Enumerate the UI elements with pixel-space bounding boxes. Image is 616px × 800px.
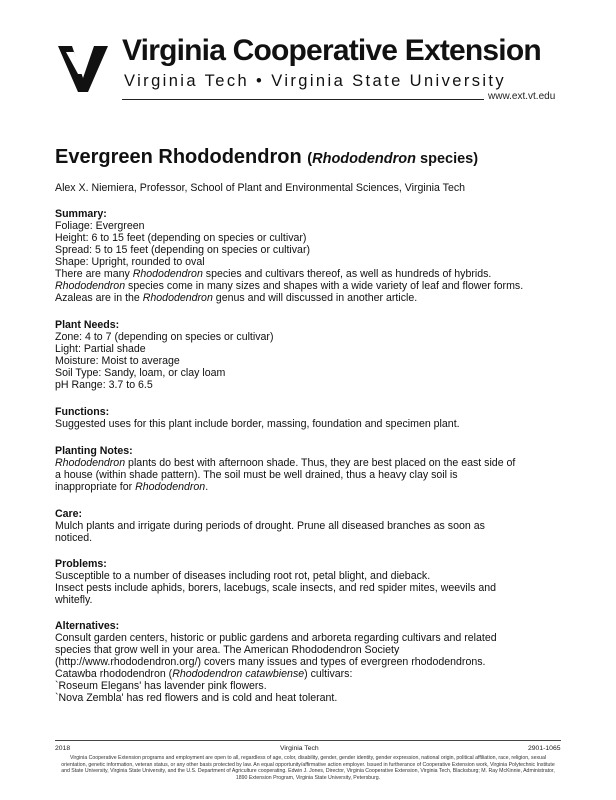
planting-notes-heading: Planting Notes:	[55, 445, 133, 457]
org-name: Virginia Cooperative Extension	[122, 34, 541, 67]
cultivar-nova-zembla: `Nova Zembla' has red flowers and is cold and heat tolerant.	[55, 692, 338, 704]
functions-text: Suggested uses for this plant include border, massing, foundation and specimen plant.	[55, 418, 460, 430]
summary-spread: Spread: 5 to 15 feet (depending on species or cultivar)	[55, 244, 310, 256]
species-word: species)	[416, 151, 479, 167]
needs-zone: Zone: 4 to 7 (depending on species or cultivar)	[55, 331, 274, 343]
problems-text-3: whitefly.	[55, 594, 93, 606]
author-line: Alex X. Niemiera, Professor, School of Plant and Environmental Sciences, Virginia Tech	[55, 182, 466, 194]
planting-text-3: inappropriate for Rhododendron.	[55, 481, 209, 493]
care-section	[55, 508, 570, 544]
plant-needs-section	[55, 319, 570, 391]
paren-open: (	[307, 151, 313, 167]
footer-year: 2018	[55, 745, 71, 752]
care-heading: Care:	[55, 508, 83, 520]
summary-foliage: Foliage: Evergreen	[55, 220, 145, 232]
alternatives-heading: Alternatives:	[55, 620, 120, 632]
care-text-1: Mulch plants and irrigate during periods of drought. Prune all diseased branches as soon as	[55, 520, 485, 532]
needs-ph: pH Range: 3.7 to 6.5	[55, 379, 153, 391]
alternatives-text-2: species that grow well in your area. The American Rhododendron Society	[55, 644, 400, 656]
summary-text-1: There are many Rhododendron species and cultivars thereof, as well as hundreds of hybrids.	[55, 268, 492, 280]
scientific-name	[307, 151, 478, 167]
summary-shape: Shape: Upright, rounded to oval	[55, 256, 205, 268]
header-rule	[122, 99, 484, 100]
functions-section	[55, 406, 570, 430]
footer-disclaimer	[55, 755, 561, 781]
disclaimer-line-4: 1890 Extension Program, Virginia State University, Petersburg.	[235, 774, 381, 781]
problems-section	[55, 558, 570, 606]
planting-text-1: Rhododendron plants do best with afternoon shade. Thus, they are best placed on the east side of	[55, 457, 516, 469]
genus-name: Rhododendron	[312, 151, 417, 167]
care-text-2: noticed.	[55, 532, 93, 544]
disclaimer-line-1: Virginia Cooperative Extension programs and employment are open to all, regardless of age, color, disability, gender, gender identity, gender expression, national origin, political affiliation, race, religion, sexual	[70, 755, 546, 761]
cultivar-roseum-elegans: `Roseum Elegans' has lavender pink flowers.	[55, 680, 267, 692]
functions-heading: Functions:	[55, 406, 110, 418]
summary-text-2: Rhododendron species come in many sizes and shapes with a wide variety of leaf and flower forms.	[55, 280, 524, 292]
university-names: Virginia Tech • Virginia State University	[124, 72, 507, 90]
website-url[interactable]: www.ext.vt.edu	[488, 91, 556, 102]
planting-notes-section	[55, 445, 570, 493]
planting-text-2: a house (within shade pattern). The soil must be well drained, thus a heavy clay soil is	[55, 469, 458, 481]
common-name: Evergreen Rhododendron	[55, 146, 302, 168]
vce-logo-icon	[54, 38, 112, 96]
problems-heading: Problems:	[55, 558, 107, 570]
footer-rule	[55, 740, 561, 741]
alternatives-section	[55, 620, 570, 704]
summary-text-3: Azaleas are in the Rhododendron genus and will discussed in another article.	[55, 292, 418, 304]
summary-height: Height: 6 to 15 feet (depending on species or cultivar)	[55, 232, 307, 244]
disclaimer-line-2: orientation, genetic information, veteran status, or any other basis protected by law. An equal opportunity/affirmative action employer. Issued in furtherance of Cooperative Extension work, Virginia Polytechnic Institute	[61, 761, 555, 768]
needs-soil: Soil Type: Sandy, loam, or clay loam	[55, 367, 226, 379]
problems-text-2: Insect pests include aphids, borers, lacebugs, scale insects, and red spider mites, weevils and	[55, 582, 497, 594]
alternatives-text-3: (http://www.rhododendron.org/) covers many issues and types of evergreen rhododendrons.	[55, 656, 486, 668]
alternatives-text-4: Catawba rhododendron (Rhododendron catawbiense) cultivars:	[55, 668, 353, 680]
alternatives-text-1: Consult garden centers, historic or public gardens and arboreta regarding cultivars and related	[55, 632, 497, 644]
problems-text-1: Susceptible to a number of diseases including root rot, petal blight, and dieback.	[55, 570, 431, 582]
disclaimer-line-3: and State University, Virginia State University, and the U.S. Department of Agriculture cooperating. Edwin J. Jones, Director, Virginia Cooperative Extension, Virginia Tech, Blacksburg; M. Ray McKinnie, Administrator,	[61, 768, 555, 775]
needs-light: Light: Partial shade	[55, 343, 146, 355]
footer-pub-number: 2901-1065	[528, 745, 561, 752]
summary-section	[55, 208, 570, 304]
plant-needs-heading: Plant Needs:	[55, 319, 120, 331]
vce-header	[0, 0, 616, 110]
page-title	[55, 146, 478, 169]
needs-moisture: Moisture: Moist to average	[55, 355, 180, 367]
footer-institution: Virginia Tech	[280, 745, 319, 752]
summary-heading: Summary:	[55, 208, 107, 220]
